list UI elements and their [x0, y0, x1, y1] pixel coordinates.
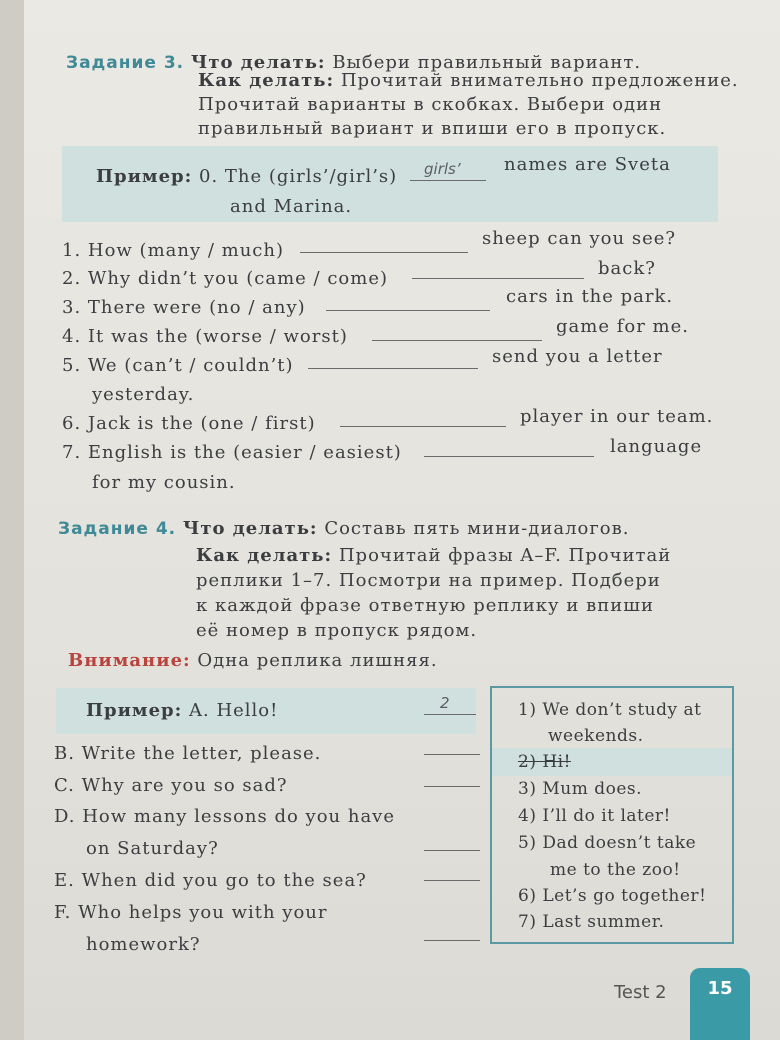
- task4-attention-label: Внимание:: [68, 650, 191, 671]
- task4-phrase-b: B. Write the letter, please.: [54, 743, 322, 764]
- test-label: Test 2: [614, 982, 667, 1003]
- task3-item-2-right: back?: [598, 258, 656, 279]
- task4-attention: [68, 650, 438, 671]
- reply-3: 3) Mum does.: [518, 779, 643, 799]
- task4-header: [58, 518, 629, 539]
- task3-how-line2: Прочитай варианты в скобках. Выбери один: [198, 94, 663, 115]
- task3-how-line3: правильный вариант и впиши его в пропуск.: [198, 118, 667, 139]
- task3-example: [96, 166, 397, 187]
- task4-example-answer: 2: [440, 694, 450, 712]
- task3-item-1-right: sheep can you see?: [482, 228, 677, 249]
- task4-phrase-f-cont: homework?: [86, 934, 201, 955]
- reply-6: 6) Let’s go together!: [518, 886, 707, 906]
- task3-example-rest: names are Sveta: [504, 154, 671, 175]
- task3-item-7-cont: for my cousin.: [92, 472, 236, 493]
- task4-phrase-e: E. When did you go to the sea?: [54, 870, 367, 891]
- task4-how-line3: к каждой фразе ответную реплику и впиши: [196, 595, 654, 616]
- task4-label: Задание 4.: [58, 519, 177, 539]
- task4-what-text: Составь пять мини-диалогов.: [324, 518, 630, 539]
- task3-item-7-right: language: [610, 436, 703, 457]
- task3-how-line1: Как делать: Прочитай внимательно предложение.: [198, 70, 739, 91]
- task4-how-line1: Как делать: Прочитай фразы A–F. Прочитай: [196, 545, 672, 566]
- task3-item-4: 4. It was the (worse / worst): [62, 326, 348, 347]
- page-number: 15: [707, 978, 733, 999]
- task4-phrase-d-cont: on Saturday?: [86, 838, 219, 859]
- task4-blank-c[interactable]: [424, 786, 480, 787]
- task3-example-blank: [410, 180, 486, 181]
- task4-example-text: A. Hello!: [189, 700, 279, 721]
- task4-blank-d[interactable]: [424, 850, 480, 851]
- task4-example-label: Пример:: [86, 700, 183, 721]
- task3-what-label: Что делать:: [190, 52, 326, 73]
- task4-how-line4: её номер в пропуск рядом.: [196, 620, 478, 641]
- task3-how-label: Как делать:: [198, 70, 335, 91]
- reply-7: 7) Last summer.: [518, 912, 665, 932]
- task4-attention-text: Одна реплика лишняя.: [197, 650, 438, 671]
- task3-blank-5[interactable]: [308, 368, 478, 369]
- task3-item-3-right: cars in the park.: [506, 286, 674, 307]
- book-spine: [0, 0, 24, 1040]
- task4-replies-box: [490, 686, 734, 944]
- task3-item-4-right: game for me.: [556, 316, 689, 337]
- task3-item-6-right: player in our team.: [520, 406, 714, 427]
- task3-example-answer: girls’: [424, 160, 461, 178]
- reply-5-cont: me to the zoo!: [550, 860, 681, 880]
- task4-phrase-f: F. Who helps you with your: [54, 902, 328, 923]
- task3-blank-2[interactable]: [412, 278, 584, 279]
- task3-item-3: 3. There were (no / any): [62, 297, 306, 318]
- task3-item-2: 2. Why didn’t you (came / come): [62, 268, 388, 289]
- reply-5: 5) Dad doesn’t take: [518, 833, 697, 853]
- task3-blank-6[interactable]: [340, 426, 506, 427]
- task4-phrase-d: D. How many lessons do you have: [54, 806, 395, 827]
- task4-phrase-c: C. Why are you so sad?: [54, 775, 288, 796]
- task3-item-7: 7. English is the (easier / easiest): [62, 442, 402, 463]
- reply-4: 4) I’ll do it later!: [518, 806, 671, 826]
- task3-blank-1[interactable]: [300, 252, 468, 253]
- task4-example: [86, 700, 278, 721]
- task4-what-label: Что делать:: [182, 518, 318, 539]
- reply-2: 2) Hi!: [518, 752, 571, 772]
- task4-how-label: Как делать:: [196, 545, 333, 566]
- reply-1: 1) We don’t study at: [518, 700, 702, 720]
- task4-blank-f[interactable]: [424, 940, 480, 941]
- task3-example-label: Пример:: [96, 166, 193, 187]
- task3-item-5-right: send you a letter: [492, 346, 663, 367]
- task3-item-6: 6. Jack is the (one / first): [62, 413, 316, 434]
- task4-blank-e[interactable]: [424, 880, 480, 881]
- task4-how-line2: реплики 1–7. Посмотри на пример. Подбери: [196, 570, 661, 591]
- task3-what-text: Выбери правильный вариант.: [332, 52, 642, 73]
- task3-item-1: 1. How (many / much): [62, 240, 285, 261]
- task3-blank-7[interactable]: [424, 456, 594, 457]
- task3-example-text: 0. The (girls’/girl’s): [199, 166, 398, 187]
- task3-label: Задание 3.: [66, 53, 185, 73]
- task4-example-blank: [424, 714, 476, 715]
- reply-1-cont: weekends.: [548, 726, 644, 746]
- task3-blank-4[interactable]: [372, 340, 542, 341]
- task3-blank-3[interactable]: [326, 310, 490, 311]
- task3-example-rest2: and Marina.: [230, 196, 353, 217]
- task3-item-5-cont: yesterday.: [92, 384, 195, 405]
- task4-blank-b[interactable]: [424, 754, 480, 755]
- task3-item-5: 5. We (can’t / couldn’t): [62, 355, 294, 376]
